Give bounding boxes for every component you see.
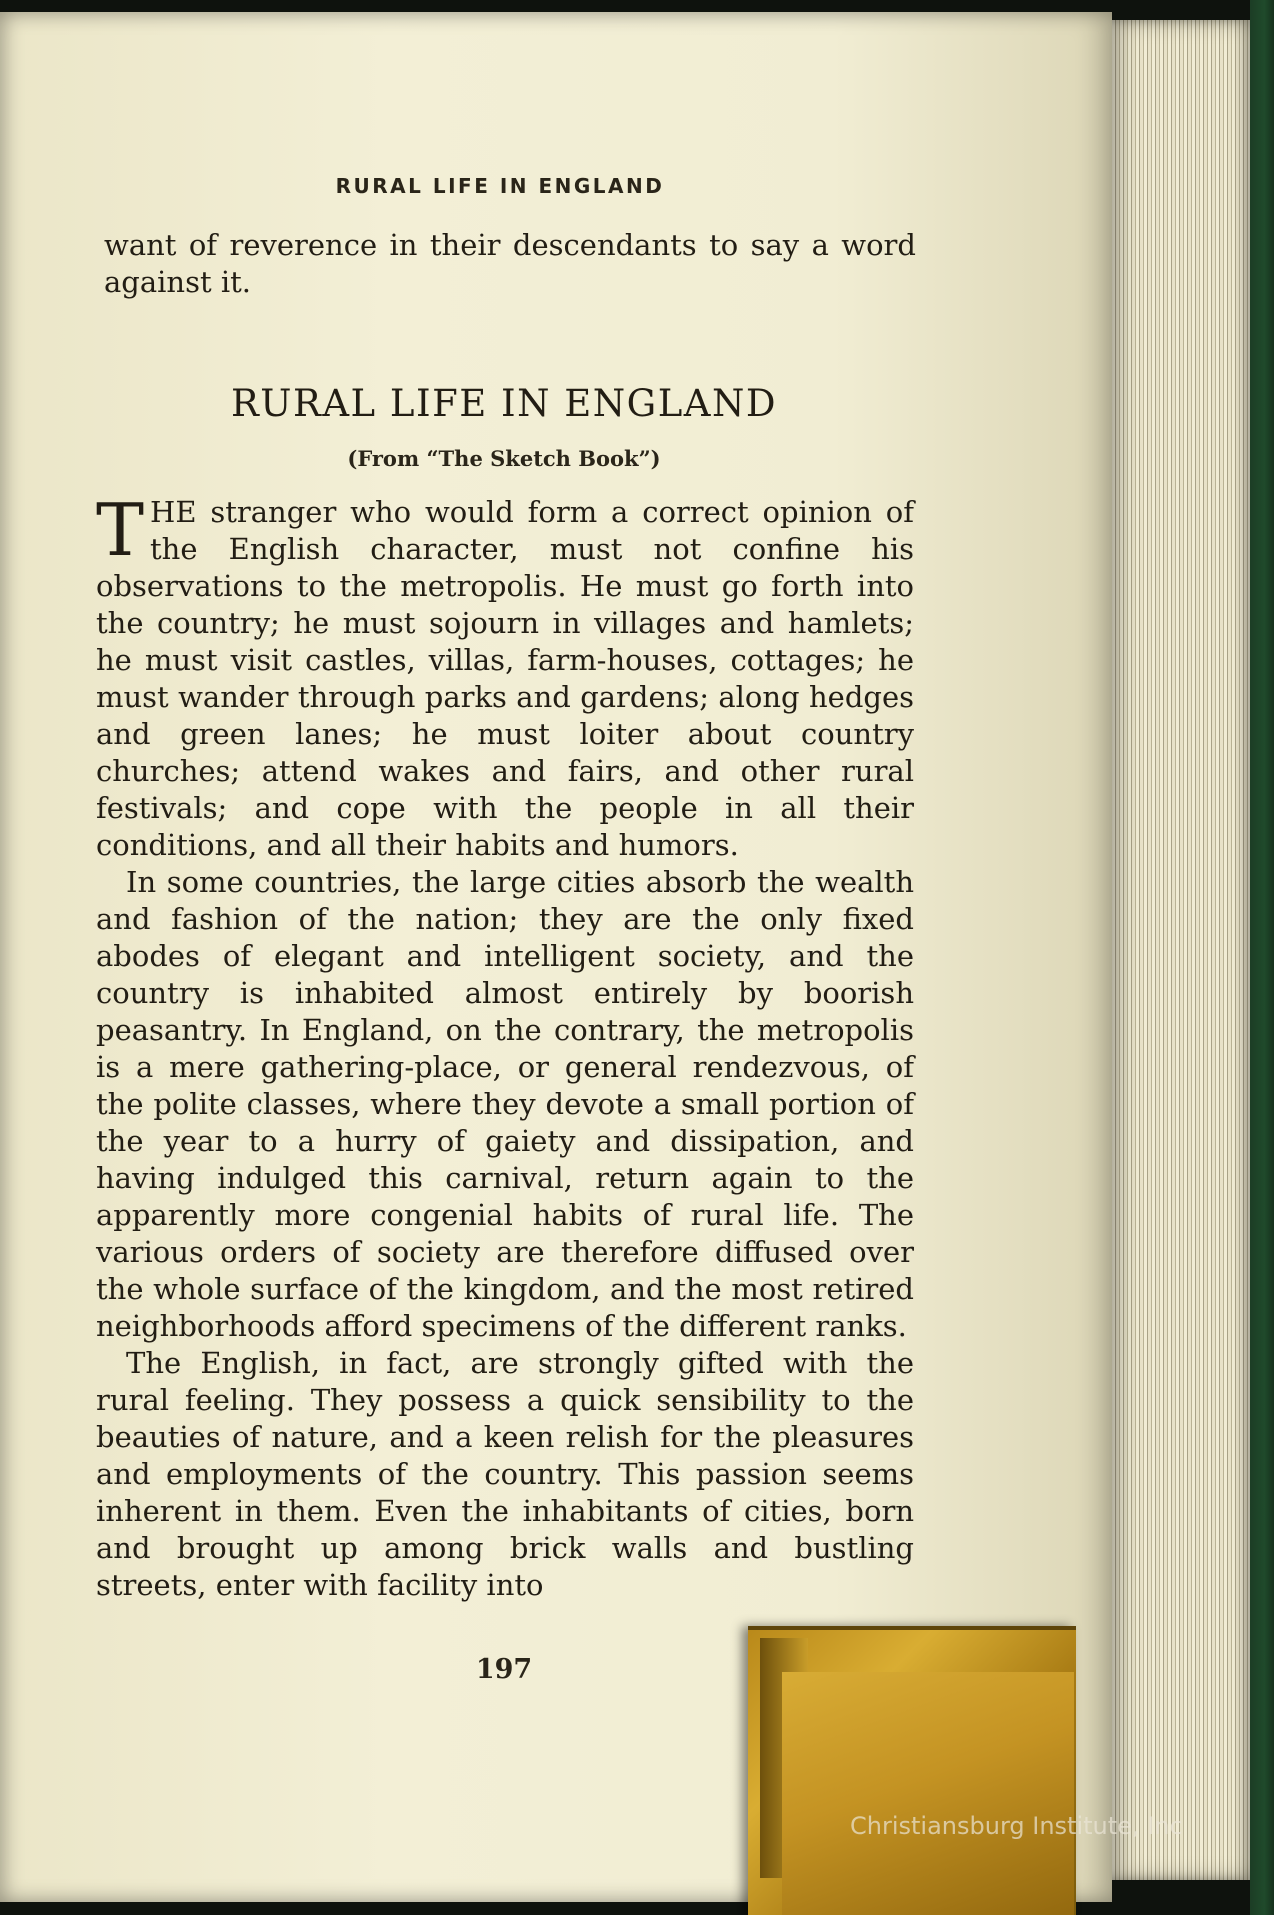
chapter-title: RURAL LIFE IN ENGLAND — [230, 382, 778, 425]
page-number: 197 — [475, 1654, 533, 1685]
book-page — [0, 12, 1112, 1902]
watermark: Christiansburg Institute, Inc — [850, 1812, 1183, 1840]
gold-book-holder-face — [782, 1672, 1074, 1915]
paragraph-3: The English, in fact, are strongly gifted with the rural feeling. They possess a quick sensibility to the beauties of nature, and a keen relish for the pleasures and employments of the country. This passion seems inherent in them. Even the inhabitants of cities, born and brought up among brick walls and bustling streets, enter with facility into — [96, 1346, 914, 1602]
chapter-source: (From “The Sketch Book”) — [347, 446, 661, 471]
running-head: RURAL LIFE IN ENGLAND — [335, 174, 665, 198]
paragraph-1 — [96, 488, 914, 864]
drop-cap: T — [96, 488, 145, 572]
continuation-text: want of reverence in their descendants to say a word against it. — [104, 228, 916, 299]
page-edges — [1100, 20, 1250, 1880]
book-cover — [1250, 0, 1274, 1915]
paragraph-2: In some countries, the large cities absorb the wealth and fashion of the nation; they are the only fixed abodes of elegant and intelligent society, and the country is inhabited almost entirely by boorish peasantry. In England, on the contrary, the metropolis is a mere gathering-place, or general rendezvous, of the polite classes, where they devote a small portion of the year to a hurry of gaiety and dissipation, and having indulged this carnival, return again to the apparently more congenial habits of rural life. The various orders of society are therefore diffused over the whole surface of the kingdom, and the most retired neighborhoods afford specimens of the different ranks. — [96, 865, 914, 1343]
paragraph-1-text: HE stranger who would form a correct opinion of the English character, must not confine his observations to the metropolis. He must go forth into the country; he must sojourn in villages and hamlets; he must visit castles, villas, farm-houses, cottages; he must wander through parks and gardens; along hedges and green lanes; he must loiter about country churches; attend wakes and fairs, and other rural festivals; and cope with the people in all their conditions, and all their habits and humors. — [96, 495, 914, 862]
body-text — [96, 488, 914, 1604]
